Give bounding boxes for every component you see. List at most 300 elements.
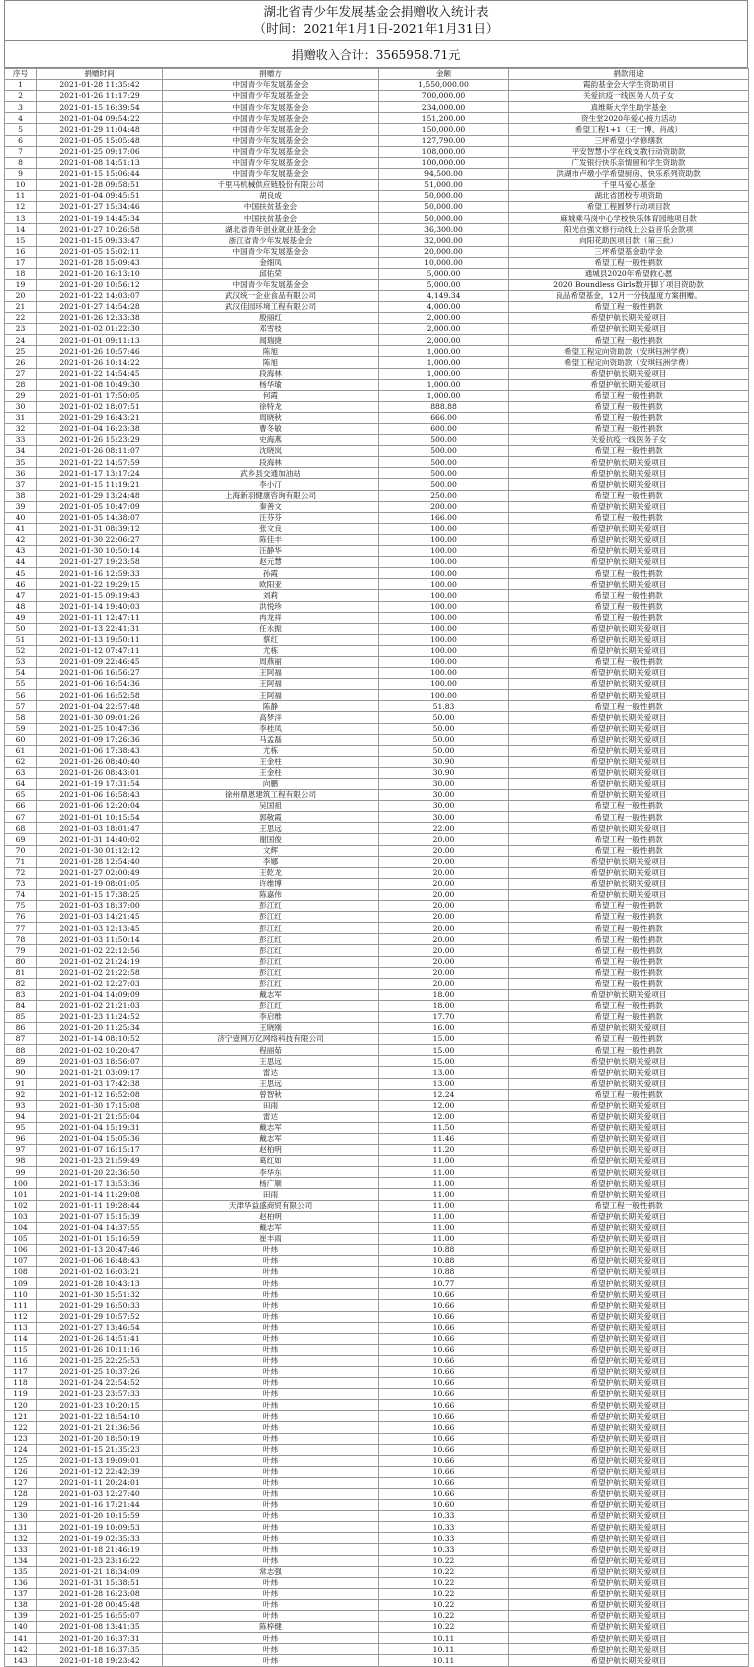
row-no: 46 — [5, 579, 37, 590]
amount: 10.66 — [379, 1433, 509, 1444]
table-row — [5, 712, 749, 723]
donor: 陈静 — [163, 701, 379, 712]
table-row — [5, 512, 749, 523]
purpose: 希望护航长期关爱项目 — [509, 1189, 749, 1200]
amount: 2,000.00 — [379, 324, 509, 335]
purpose: 希望护航长期关爱项目 — [509, 1222, 749, 1233]
amount: 15.00 — [379, 1045, 509, 1056]
table-row — [5, 1267, 749, 1278]
amount: 30.90 — [379, 767, 509, 778]
row-no: 136 — [5, 1577, 37, 1588]
purpose: 希望工程一般性捐款 — [509, 967, 749, 978]
row-no: 56 — [5, 690, 37, 701]
donor: 叶炜 — [163, 1577, 379, 1588]
table-row — [5, 745, 749, 756]
donor: 湖北省青年创业就业基金会 — [163, 224, 379, 235]
donor: 刘莉 — [163, 590, 379, 601]
table-row — [5, 1622, 749, 1633]
purpose: 希望工程一般性捐款 — [509, 834, 749, 845]
amount: 100.00 — [379, 590, 509, 601]
donation-time: 2021-01-04 15:19:31 — [37, 1122, 163, 1133]
donor: 欧阳亚 — [163, 579, 379, 590]
table-row — [5, 889, 749, 900]
header-amount: 金额 — [379, 69, 509, 80]
donation-time: 2021-01-15 16:39:54 — [37, 102, 163, 113]
donation-time: 2021-01-23 23:57:33 — [37, 1389, 163, 1400]
purpose: 希望护航长期关爱项目 — [509, 1100, 749, 1111]
donation-time: 2021-01-30 10:50:14 — [37, 546, 163, 557]
amount: 1,000.00 — [379, 357, 509, 368]
amount: 10.66 — [379, 1477, 509, 1488]
row-no: 137 — [5, 1588, 37, 1599]
amount: 18.00 — [379, 989, 509, 1000]
amount: 11.00 — [379, 1156, 509, 1167]
donation-time: 2021-01-31 08:39:12 — [37, 523, 163, 534]
purpose: 希望护航长期关爱项目 — [509, 468, 749, 479]
report-period: （时间：2021年1月1日-2021年1月31日） — [253, 21, 499, 36]
purpose: 希望护航长期关爱项目 — [509, 878, 749, 889]
purpose: 希望护航长期关爱项目 — [509, 1633, 749, 1644]
donation-time: 2021-01-15 11:19:21 — [37, 479, 163, 490]
row-no: 68 — [5, 823, 37, 834]
donation-time: 2021-01-25 22:25:53 — [37, 1355, 163, 1366]
row-no: 138 — [5, 1599, 37, 1610]
amount: 666.00 — [379, 412, 509, 423]
row-no: 24 — [5, 335, 37, 346]
amount: 10.66 — [379, 1422, 509, 1433]
purpose: 希望护航长期关爱项目 — [509, 1167, 749, 1178]
amount: 20.00 — [379, 834, 509, 845]
amount: 500.00 — [379, 479, 509, 490]
donor: 戴志军 — [163, 1122, 379, 1133]
table-row — [5, 1189, 749, 1200]
donor: 杨广顺 — [163, 1178, 379, 1189]
amount: 10.66 — [379, 1355, 509, 1366]
table-row — [5, 1566, 749, 1577]
donation-time: 2021-01-22 14:03:07 — [37, 290, 163, 301]
table-row — [5, 701, 749, 712]
purpose: 希望工程一般性捐款 — [509, 601, 749, 612]
table-row — [5, 91, 749, 102]
amount: 17.70 — [379, 1011, 509, 1022]
row-no: 97 — [5, 1145, 37, 1156]
amount: 166.00 — [379, 512, 509, 523]
donation-time: 2021-01-30 01:12:12 — [37, 845, 163, 856]
row-no: 47 — [5, 590, 37, 601]
row-no: 88 — [5, 1045, 37, 1056]
table-row — [5, 1233, 749, 1244]
donation-time: 2021-01-20 16:37:31 — [37, 1633, 163, 1644]
purpose: 霞韵基金会大学生资助项目 — [509, 80, 749, 91]
donation-time: 2021-01-04 09:45:51 — [37, 191, 163, 202]
purpose: 希望工程一般性捐款 — [509, 923, 749, 934]
table-row — [5, 1655, 749, 1666]
donation-time: 2021-01-15 09:19:43 — [37, 590, 163, 601]
donation-time: 2021-01-27 13:46:54 — [37, 1322, 163, 1333]
donor: 叶炜 — [163, 1389, 379, 1400]
amount: 127,790.00 — [379, 135, 509, 146]
purpose: 湖北省团校专项资助 — [509, 191, 749, 202]
table-row — [5, 723, 749, 734]
table-row — [5, 1577, 749, 1588]
purpose: 希望护航长期关爱项目 — [509, 546, 749, 557]
purpose: 希望护航长期关爱项目 — [509, 668, 749, 679]
amount: 1,000.00 — [379, 346, 509, 357]
amount: 100.00 — [379, 601, 509, 612]
donation-time: 2021-01-26 14:51:41 — [37, 1333, 163, 1344]
row-no: 85 — [5, 1011, 37, 1022]
purpose: 希望护航长期关爱项目 — [509, 1577, 749, 1588]
donation-time: 2021-01-14 11:29:08 — [37, 1189, 163, 1200]
amount: 13.00 — [379, 1078, 509, 1089]
donor: 中国青少年发展基金会 — [163, 246, 379, 257]
row-no: 114 — [5, 1333, 37, 1344]
donation-time: 2021-01-01 10:15:54 — [37, 812, 163, 823]
donation-time: 2021-01-06 16:54:36 — [37, 679, 163, 690]
table-row — [5, 1355, 749, 1366]
donor: 史海燕 — [163, 435, 379, 446]
donation-time: 2021-01-28 12:54:40 — [37, 856, 163, 867]
purpose: 希望工程一般性捐款 — [509, 335, 749, 346]
table-row — [5, 1400, 749, 1411]
donation-time: 2021-01-08 13:41:35 — [37, 1622, 163, 1633]
donation-time: 2021-01-29 16:43:21 — [37, 412, 163, 423]
purpose: 希望护航长期关爱项目 — [509, 867, 749, 878]
row-no: 139 — [5, 1611, 37, 1622]
table-row — [5, 546, 749, 557]
row-no: 38 — [5, 490, 37, 501]
purpose: 希望工程一般性捐款 — [509, 801, 749, 812]
donation-time: 2021-01-16 17:21:44 — [37, 1500, 163, 1511]
donor: 高梦洋 — [163, 712, 379, 723]
purpose: 希望护航长期关爱项目 — [509, 1156, 749, 1167]
row-no: 37 — [5, 479, 37, 490]
purpose: 希望护航长期关爱项目 — [509, 1111, 749, 1122]
table-row — [5, 812, 749, 823]
donor: 王阿福 — [163, 668, 379, 679]
row-no: 65 — [5, 790, 37, 801]
row-no: 124 — [5, 1444, 37, 1455]
table-row — [5, 1278, 749, 1289]
table-row — [5, 224, 749, 235]
donor: 中国青少年发展基金会 — [163, 80, 379, 91]
purpose: 希望护航长期关爱项目 — [509, 1067, 749, 1078]
table-row — [5, 1200, 749, 1211]
table-row — [5, 756, 749, 767]
donation-time: 2021-01-04 15:05:36 — [37, 1134, 163, 1145]
row-no: 93 — [5, 1100, 37, 1111]
donor: 武乡县交通加油站 — [163, 468, 379, 479]
donor: 徐特龙 — [163, 401, 379, 412]
donation-time: 2021-01-30 15:51:32 — [37, 1289, 163, 1300]
purpose: 希望工程一般性捐款 — [509, 424, 749, 435]
donor: 洪悦珍 — [163, 601, 379, 612]
donation-time: 2021-01-04 09:54:22 — [37, 113, 163, 124]
amount: 10.66 — [379, 1444, 509, 1455]
donation-time: 2021-01-24 22:54:52 — [37, 1378, 163, 1389]
row-no: 1 — [5, 80, 37, 91]
table-row — [5, 845, 749, 856]
table-row — [5, 612, 749, 623]
purpose: 希望护航长期关爱项目 — [509, 1533, 749, 1544]
row-no: 31 — [5, 412, 37, 423]
purpose: 希望工程一般性捐款 — [509, 1089, 749, 1100]
table-row — [5, 1411, 749, 1422]
donation-time: 2021-01-26 12:33:38 — [37, 313, 163, 324]
donor: 陈嘉伟 — [163, 889, 379, 900]
purpose: 希望护航长期关爱项目 — [509, 1322, 749, 1333]
row-no: 94 — [5, 1111, 37, 1122]
amount: 10.33 — [379, 1533, 509, 1544]
row-no: 108 — [5, 1267, 37, 1278]
donation-time: 2021-01-05 14:38:07 — [37, 512, 163, 523]
purpose: 希望护航长期关爱项目 — [509, 1389, 749, 1400]
purpose: 希望护航长期关爱项目 — [509, 734, 749, 745]
purpose: 希望工程一般性捐款 — [509, 912, 749, 923]
table-row — [5, 1023, 749, 1034]
table-row — [5, 690, 749, 701]
amount: 10.22 — [379, 1611, 509, 1622]
donation-time: 2021-01-18 19:23:42 — [37, 1655, 163, 1666]
row-no: 116 — [5, 1355, 37, 1366]
purpose: 三坪希望基金助学金 — [509, 246, 749, 257]
purpose: 希望护航长期关爱项目 — [509, 1078, 749, 1089]
amount: 100.00 — [379, 690, 509, 701]
donor: 天津华益盛商贸有限公司 — [163, 1200, 379, 1211]
row-no: 23 — [5, 324, 37, 335]
amount: 2,000.00 — [379, 313, 509, 324]
donation-time: 2021-01-04 14:37:55 — [37, 1222, 163, 1233]
donation-time: 2021-01-05 10:47:09 — [37, 501, 163, 512]
row-no: 16 — [5, 246, 37, 257]
amount: 20.00 — [379, 889, 509, 900]
purpose: 希望护航长期关爱项目 — [509, 1278, 749, 1289]
row-no: 29 — [5, 390, 37, 401]
purpose: 希望护航长期关爱项目 — [509, 1267, 749, 1278]
donation-time: 2021-01-02 12:27:03 — [37, 978, 163, 989]
donor: 葛红如 — [163, 1156, 379, 1167]
donation-time: 2021-01-22 19:29:15 — [37, 579, 163, 590]
donation-time: 2021-01-28 10:43:13 — [37, 1278, 163, 1289]
donor: 浙江省青少年发展基金会 — [163, 235, 379, 246]
amount: 18.00 — [379, 1000, 509, 1011]
row-no: 34 — [5, 446, 37, 457]
donation-time: 2021-01-30 22:06:27 — [37, 534, 163, 545]
donor: 叶炜 — [163, 1267, 379, 1278]
purpose: 希望护航长期关爱项目 — [509, 1555, 749, 1566]
donation-time: 2021-01-07 15:15:39 — [37, 1211, 163, 1222]
table-row — [5, 368, 749, 379]
amount: 2,000.00 — [379, 335, 509, 346]
row-no: 40 — [5, 512, 37, 523]
purpose: 希望护航长期关爱项目 — [509, 1378, 749, 1389]
purpose: 希望护航长期关爱项目 — [509, 1511, 749, 1522]
table-row — [5, 1211, 749, 1222]
donor: 叶炜 — [163, 1422, 379, 1433]
table-row — [5, 679, 749, 690]
amount: 10.66 — [379, 1466, 509, 1477]
purpose: 希望护航长期关爱项目 — [509, 745, 749, 756]
table-row — [5, 113, 749, 124]
donation-table — [4, 68, 749, 1667]
donor: 雷达 — [163, 1067, 379, 1078]
donation-time: 2021-01-21 21:55:04 — [37, 1111, 163, 1122]
title-block — [4, 0, 748, 40]
table-body — [5, 80, 749, 1666]
purpose: 希望工程一般性捐款 — [509, 390, 749, 401]
donation-time: 2021-01-05 15:05:48 — [37, 135, 163, 146]
donor: 叶炜 — [163, 1289, 379, 1300]
purpose: 希望护航长期关爱项目 — [509, 324, 749, 335]
donor: 文辉 — [163, 845, 379, 856]
donation-time: 2021-01-25 10:47:36 — [37, 723, 163, 734]
purpose: 希望护航长期关爱项目 — [509, 1211, 749, 1222]
row-no: 42 — [5, 534, 37, 545]
amount: 10.66 — [379, 1289, 509, 1300]
donor: 陈佳丰 — [163, 534, 379, 545]
donation-time: 2021-01-18 21:46:19 — [37, 1544, 163, 1555]
amount: 11.00 — [379, 1211, 509, 1222]
table-row — [5, 1067, 749, 1078]
row-no: 13 — [5, 213, 37, 224]
purpose: 希望护航长期关爱项目 — [509, 1400, 749, 1411]
purpose: 希望护航长期关爱项目 — [509, 457, 749, 468]
purpose: 希望护航长期关爱项目 — [509, 1644, 749, 1655]
amount: 10.66 — [379, 1455, 509, 1466]
donor: 何霞 — [163, 390, 379, 401]
amount: 10.22 — [379, 1622, 509, 1633]
row-no: 20 — [5, 290, 37, 301]
row-no: 104 — [5, 1222, 37, 1233]
purpose: 希望工程一般性捐款 — [509, 1000, 749, 1011]
row-no: 121 — [5, 1411, 37, 1422]
donation-time: 2021-01-04 16:23:38 — [37, 424, 163, 435]
row-no: 7 — [5, 146, 37, 157]
purpose: 希望工程一般性捐款 — [509, 701, 749, 712]
donation-time: 2021-01-06 16:48:43 — [37, 1256, 163, 1267]
amount: 32,000.00 — [379, 235, 509, 246]
purpose: 希望工程一般性捐款 — [509, 446, 749, 457]
donation-time: 2021-01-02 21:21:03 — [37, 1000, 163, 1011]
table-row — [5, 1244, 749, 1255]
donor: 济宁壹网万亿网络科技有限公司 — [163, 1034, 379, 1045]
purpose: 希望工程一般性捐款 — [509, 1045, 749, 1056]
table-row — [5, 1333, 749, 1344]
purpose: 关爱抗疫一线医务人员子女 — [509, 91, 749, 102]
row-no: 25 — [5, 346, 37, 357]
donor: 徐州鼎恩建筑工程有限公司 — [163, 790, 379, 801]
donation-time: 2021-01-12 22:42:39 — [37, 1466, 163, 1477]
purpose: 希望护航长期关爱项目 — [509, 1622, 749, 1633]
purpose: 希望护航长期关爱项目 — [509, 1588, 749, 1599]
donation-time: 2021-01-02 21:24:19 — [37, 956, 163, 967]
amount: 10.77 — [379, 1278, 509, 1289]
purpose: 希望护航长期关爱项目 — [509, 712, 749, 723]
donation-time: 2021-01-19 14:45:34 — [37, 213, 163, 224]
donor: 叶炜 — [163, 1466, 379, 1477]
row-no: 112 — [5, 1311, 37, 1322]
purpose: 希望护航长期关爱项目 — [509, 1145, 749, 1156]
amount: 50,000.00 — [379, 213, 509, 224]
donation-time: 2021-01-03 12:13:45 — [37, 923, 163, 934]
purpose: 希望护航长期关爱项目 — [509, 856, 749, 867]
amount: 100.00 — [379, 645, 509, 656]
donation-time: 2021-01-27 02:00:49 — [37, 867, 163, 878]
donor: 程丽茹 — [163, 1045, 379, 1056]
table-row — [5, 1178, 749, 1189]
table-row — [5, 1311, 749, 1322]
purpose: 希望护航长期关爱项目 — [509, 823, 749, 834]
purpose: 希望护航长期关爱项目 — [509, 368, 749, 379]
table-row — [5, 1500, 749, 1511]
donation-time: 2021-01-21 21:36:56 — [37, 1422, 163, 1433]
purpose: 希望护航长期关爱项目 — [509, 1655, 749, 1666]
donor: 千里马机械供应链股份有限公司 — [163, 179, 379, 190]
donor: 戴志军 — [163, 1222, 379, 1233]
donation-time: 2021-01-20 16:13:10 — [37, 268, 163, 279]
table-row — [5, 157, 749, 168]
donor: 赵元慧 — [163, 557, 379, 568]
table-row — [5, 1633, 749, 1644]
donation-time: 2021-01-20 18:50:19 — [37, 1433, 163, 1444]
donor: 吴国祖 — [163, 801, 379, 812]
amount: 100,000.00 — [379, 157, 509, 168]
donation-time: 2021-01-13 22:41:31 — [37, 623, 163, 634]
donor: 赵柏明 — [163, 1145, 379, 1156]
row-no: 28 — [5, 379, 37, 390]
amount: 100.00 — [379, 679, 509, 690]
donor: 王金柱 — [163, 767, 379, 778]
donor: 任永振 — [163, 623, 379, 634]
donor: 中国青少年发展基金会 — [163, 91, 379, 102]
donation-time: 2021-01-14 08:10:52 — [37, 1034, 163, 1045]
donor: 赵柏明 — [163, 1211, 379, 1222]
donor: 叶炜 — [163, 1544, 379, 1555]
table-row — [5, 1466, 749, 1477]
purpose: 希望护航长期关爱项目 — [509, 1256, 749, 1267]
purpose: 希望护航长期关爱项目 — [509, 623, 749, 634]
donor: 中国青少年发展基金会 — [163, 113, 379, 124]
table-row — [5, 390, 749, 401]
table-row — [5, 357, 749, 368]
row-no: 119 — [5, 1389, 37, 1400]
row-no: 75 — [5, 901, 37, 912]
amount: 10.22 — [379, 1577, 509, 1588]
purpose: 希望护航长期关爱项目 — [509, 579, 749, 590]
row-no: 10 — [5, 179, 37, 190]
purpose: 希望护航长期关爱项目 — [509, 756, 749, 767]
row-no: 125 — [5, 1455, 37, 1466]
donor: 叶炜 — [163, 1333, 379, 1344]
donor: 王乾龙 — [163, 867, 379, 878]
row-no: 67 — [5, 812, 37, 823]
row-no: 39 — [5, 501, 37, 512]
row-no: 71 — [5, 856, 37, 867]
purpose: 希望工程一般性捐款 — [509, 1011, 749, 1022]
donor: 秦善文 — [163, 501, 379, 512]
donation-time: 2021-01-22 14:57:59 — [37, 457, 163, 468]
donor: 冉龙祥 — [163, 612, 379, 623]
row-no: 110 — [5, 1289, 37, 1300]
donor: 殷丽红 — [163, 313, 379, 324]
donor: 曾智秋 — [163, 1089, 379, 1100]
donation-time: 2021-01-16 12:59:33 — [37, 568, 163, 579]
amount: 100.00 — [379, 557, 509, 568]
purpose: 希望护航长期关爱项目 — [509, 1056, 749, 1067]
amount: 11.00 — [379, 1200, 509, 1211]
row-no: 106 — [5, 1244, 37, 1255]
amount: 30.00 — [379, 790, 509, 801]
